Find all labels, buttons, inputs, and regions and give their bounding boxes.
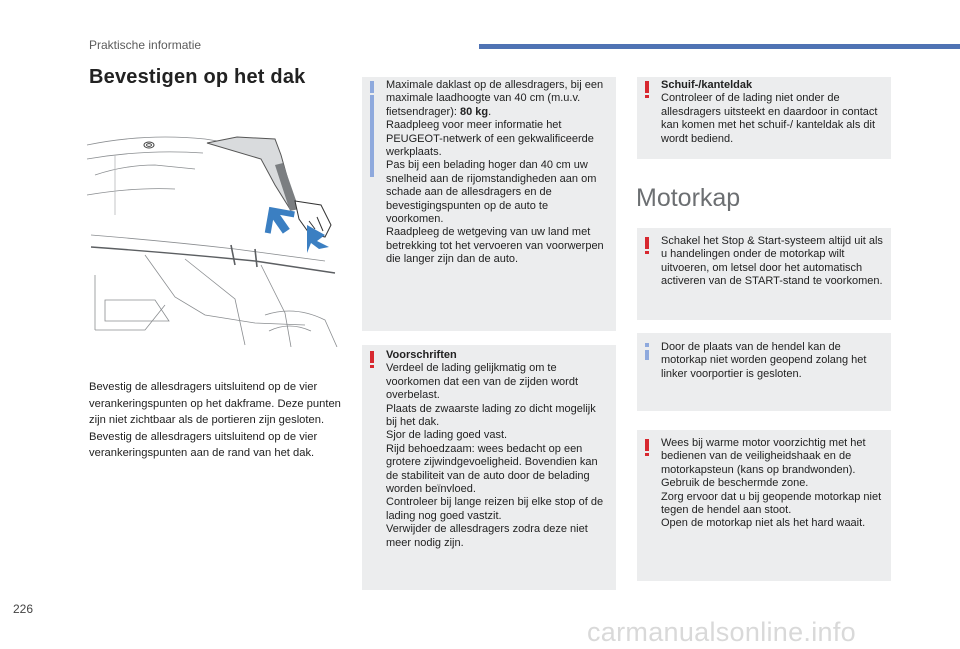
- warning-box-hot-engine: [637, 430, 891, 581]
- warning-line: Sjor de lading goed vast.: [386, 429, 508, 442]
- warning-box-rules: [362, 345, 616, 590]
- warning-icon: [370, 351, 374, 363]
- body-paragraph: Bevestig de allesdragers uitsluitend op de vier verankeringspunten aan de rand van het dak.: [89, 430, 318, 460]
- info-line: Raadpleeg de wetgeving van uw land met betrekking tot het vervoeren van voorwerpen die langer zijn dan de auto.: [386, 226, 604, 266]
- roof-anchor-illustration: [85, 125, 343, 347]
- header-accent-bar: [479, 44, 960, 49]
- warning-line: Zorg ervoor dat u bij geopende motorkap niet tegen de hendel aan stoot.: [661, 490, 882, 517]
- warning-line: Verwijder de allesdragers zodra deze niet meer nodig zijn.: [386, 523, 588, 549]
- warning-line: Verdeel de lading gelijkmatig om te voorkomen dat een van de zijden wordt overbelast.: [386, 362, 579, 402]
- warning-icon-dot: [645, 95, 649, 98]
- info-text-part: .: [488, 105, 492, 118]
- warning-title: Schuif-/kanteldak: [661, 79, 753, 91]
- warning-line: Controleer bij lange reizen bij elke stop of de lading nog goed vastzit.: [386, 496, 604, 522]
- page-title: Bevestigen op het dak: [89, 66, 306, 88]
- warning-box-stop-start: [637, 228, 891, 320]
- body-text: [89, 379, 349, 462]
- watermark: carmanualsonline.info: [587, 617, 856, 647]
- info-box-text: [386, 77, 608, 267]
- warning-title: Voorschriften: [386, 349, 457, 361]
- warning-line: Gebruik de beschermde zone.: [661, 477, 809, 490]
- warning-icon: [645, 81, 649, 93]
- info-line: Raadpleeg voor meer informatie het PEUGEOT-netwerk of een gekwalificeerde werkplaats.: [386, 119, 594, 159]
- section-header-label: Praktische informatie: [89, 38, 202, 52]
- warning-box-sunroof: [637, 77, 891, 159]
- info-text-part: Maximale daklast op de allesdragers, bij een maximale laadhoogte van 40 cm (m.u.v. fietsendrager):: [386, 79, 604, 118]
- warning-icon-dot: [645, 453, 649, 456]
- info-icon-dot: [645, 350, 649, 360]
- warning-line: Rijd behoedzaam: wees bedacht op een grotere zijwindgevoeligheid. Bovendien kan de stabiliteit van de auto door de belading worden beïnvloed.: [386, 442, 598, 496]
- info-line: Door de plaats van de hendel kan de motorkap niet worden geopend zolang het linker voorportier is gesloten.: [661, 341, 867, 380]
- info-box-lever: [637, 333, 891, 411]
- warning-box-text: [386, 345, 608, 550]
- warning-icon-dot: [370, 365, 374, 368]
- warning-line: Controleer of de lading niet onder de allesdragers uitsteekt en daardoor in contact kan komen met het schuif-/ kanteldak als dit wordt bediend.: [661, 92, 878, 145]
- warning-box-text: [661, 228, 883, 289]
- info-box-roof-load: [362, 77, 616, 331]
- body-paragraph: Bevestig de allesdragers uitsluitend op de vier verankeringspunten op het dakframe. Deze punten zijn niet zichtbaar als de portieren zijn gesloten.: [89, 381, 341, 427]
- warning-icon: [645, 439, 649, 451]
- info-icon: [370, 81, 374, 93]
- max-load-value: 80 kg: [459, 105, 489, 118]
- warning-line: Plaats de zwaarste lading zo dicht mogelijk bij het dak.: [386, 402, 596, 429]
- info-line: Pas bij een belading hoger dan 40 cm uw snelheid aan de rijomstandigheden aan om schade aan de allesdragers en de bevestigingspunten op de auto te voorkomen.: [386, 159, 597, 226]
- warning-box-text: [661, 77, 883, 146]
- info-icon: [645, 343, 649, 347]
- page-number: 226: [13, 602, 34, 616]
- warning-line: Wees bij warme motor voorzichtig met het bedienen van de veiligheidshaak en de motorkapsteun (kans op brandwonden).: [661, 437, 866, 476]
- section-title: Motorkap: [636, 184, 741, 212]
- warning-icon-dot: [645, 251, 649, 254]
- info-box-text: [661, 333, 883, 381]
- warning-box-text: [661, 430, 883, 531]
- warning-icon: [645, 237, 649, 249]
- info-icon-dot: [370, 95, 374, 177]
- warning-line: Open de motorkap niet als het hard waait.: [661, 517, 866, 530]
- warning-line: Schakel het Stop & Start-systeem altijd uit als u handelingen onder de motorkap wilt uitvoeren, om letsel door het automatisch activeren van de START-stand te voorkomen.: [661, 235, 883, 288]
